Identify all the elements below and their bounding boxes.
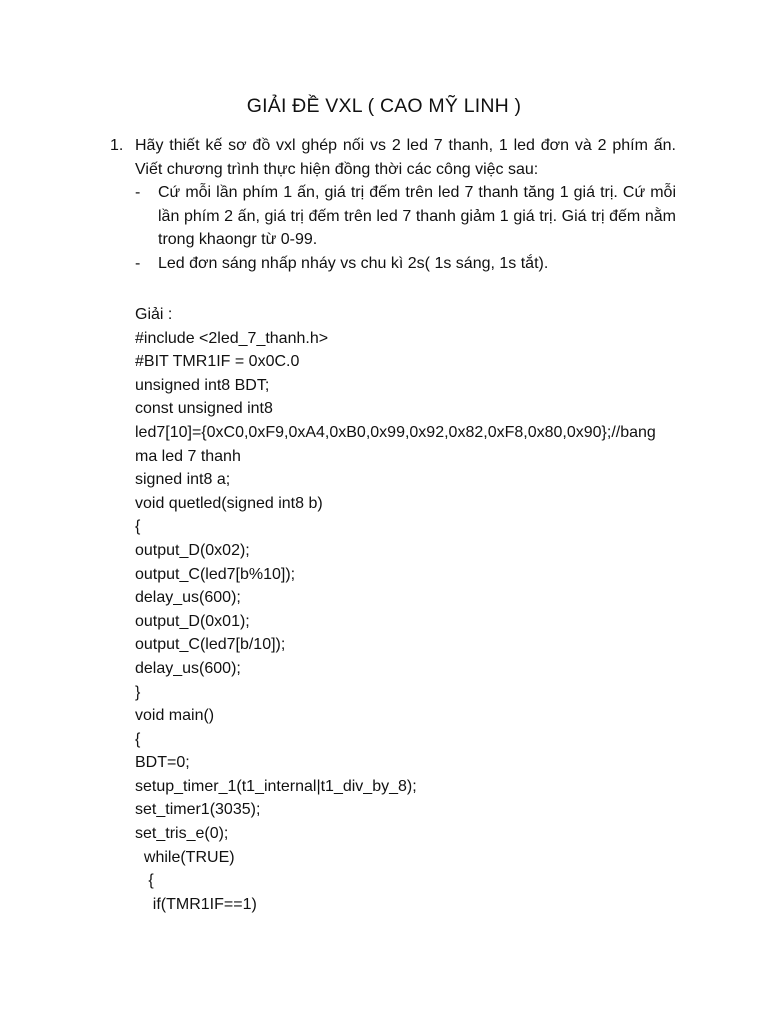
question-block — [110, 134, 676, 276]
task-text: Cứ mỗi lần phím 1 ấn, giá trị đếm trên led 7 thanh tăng 1 giá trị. Cứ mỗi lần phím 2 ấn, giá trị đếm trên led 7 thanh giảm 1 giá trị. Giá trị đếm nằm trong khaongr từ 0-99. — [158, 184, 676, 249]
code-line: set_tris_e(0); — [135, 825, 229, 843]
task-dash: - — [135, 184, 141, 202]
code-listing — [135, 327, 695, 917]
code-line: if(TMR1IF==1) — [135, 895, 257, 913]
code-line: output_D(0x01); — [135, 612, 250, 630]
task-list — [135, 181, 676, 275]
code-line: setup_timer_1(t1_internal|t1_div_by_8); — [135, 777, 417, 795]
question-number: 1. — [110, 137, 124, 154]
code-line: signed int8 a; — [135, 471, 231, 489]
code-line: delay_us(600); — [135, 659, 241, 677]
code-line: { — [135, 730, 141, 748]
code-line: const unsigned int8 — [135, 400, 273, 418]
code-line: BDT=0; — [135, 754, 190, 772]
solution-block — [135, 303, 695, 916]
document-title: GIẢI ĐỀ VXL ( CAO MỸ LINH ) — [246, 95, 522, 117]
task-dash: - — [135, 254, 141, 272]
solution-label: Giải : — [135, 306, 173, 323]
task-text: Led đơn sáng nhấp nháy vs chu kì 2s( 1s sáng, 1s tắt). — [158, 254, 549, 272]
code-line: ma led 7 thanh — [135, 447, 241, 465]
code-line: unsigned int8 BDT; — [135, 376, 270, 394]
code-line: } — [135, 683, 141, 701]
task-item — [135, 181, 676, 252]
code-line: void quetled(signed int8 b) — [135, 494, 323, 512]
task-item — [135, 252, 676, 276]
code-line: { — [135, 518, 141, 536]
code-line: void main() — [135, 707, 215, 725]
question-text: Hãy thiết kế sơ đồ vxl ghép nối vs 2 led 7 thanh, 1 led đơn và 2 phím ấn. Viết chương trình thực hiện đồng thời các công việc sau: — [135, 137, 676, 178]
code-line: output_C(led7[b/10]); — [135, 636, 286, 654]
code-line: delay_us(600); — [135, 589, 241, 607]
code-line: { — [135, 872, 154, 890]
code-line: while(TRUE) — [135, 848, 235, 866]
code-line: set_timer1(3035); — [135, 801, 261, 819]
code-line: #BIT TMR1IF = 0x0C.0 — [135, 353, 300, 371]
code-line: output_C(led7[b%10]); — [135, 565, 296, 583]
code-line: led7[10]={0xC0,0xF9,0xA4,0xB0,0x99,0x92,0x82,0xF8,0x80,0x90};//bang — [135, 423, 656, 441]
code-line: #include <2led_7_thanh.h> — [135, 329, 329, 347]
code-line: output_D(0x02); — [135, 541, 250, 559]
